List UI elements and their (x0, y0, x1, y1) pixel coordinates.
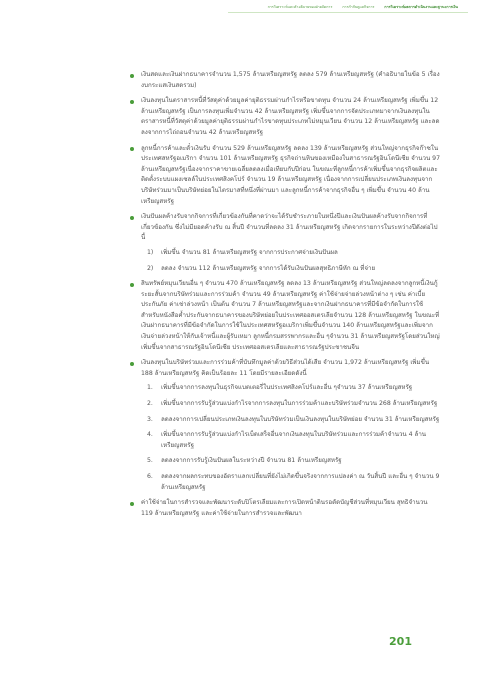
sub-list-number: 1. (147, 384, 153, 392)
sub-list (141, 383, 441, 493)
bullet-text: ลูกหนี้การค้าและตั๋วเงินรับ จำนวน 529 ล้านเหรียญสหรัฐ ลดลง 139 ล้านเหรียญสหรัฐ ส่วนใหญ่จากธุรกิจก๊าซในประเทศสหรัฐอเมริกา จำนวน 101 ล้านเหรียญสหรัฐ ธุรกิจถ่านหินของเหมืองในสาธารณรัฐอินโดนีเซีย จำนวน 97 ล้านเหรียญสหรัฐเนื่องจากราคาขายเฉลี่ยลดลงเมื่อเทียบกับปีก่อน ในขณะที่ลูกหนี้การค้าเพิ่มขึ้นจากธุรกิจผลิตและติดตั้งระบบแผงเซลล์ในประเทศสิงคโปร์ จำนวน 19 ล้านเหรียญสหรัฐ เนื่องจากการเปลี่ยนประเภทเงินลงทุนจากบริษัทร่วมมาเป็นบริษัทย่อยในไตรมาสที่หนึ่งที่ผ่านมา และลูกหนี้การค้าจากธุรกิจอื่น ๆ เพิ่มขึ้น จำนวน 40 ล้านเหรียญสหรัฐ (141, 144, 441, 205)
bullet-icon (130, 100, 134, 104)
page-header (0, 0, 480, 22)
sub-list (141, 248, 441, 274)
header-nav-item[interactable]: การกำกับดูแลกิจการ (342, 5, 375, 9)
sub-list-text: เพิ่มขึ้นจากการรับรู้ส่วนแบ่งกำไรจากการลงทุนในการร่วมค้าและบริษัทร่วมจำนวน 268 ล้านเหรียญสหรัฐ (161, 400, 438, 408)
sub-list-text: เพิ่มขึ้นจากการลงทุนในธุรกิจแบตเตอรี่ในประเทศสิงคโปร์และอื่น ๆจำนวน 37 ล้านเหรียญสหรัฐ (161, 384, 413, 392)
header-divider (228, 12, 468, 13)
bullet-icon (130, 362, 134, 366)
sub-list-item (141, 383, 441, 394)
bullet-icon (130, 74, 134, 78)
sub-list-item (141, 399, 441, 410)
bullet-item (141, 70, 441, 91)
bullet-icon (130, 502, 134, 506)
sub-list-number: 1) (147, 248, 154, 256)
bullet-text: เงินสดและเงินฝากธนาคารจำนวน 1,575 ล้านเหรียญสหรัฐ ลดลง 579 ล้านเหรียญสหรัฐ (คำอธิบายในข้อ 5 เรื่องงบกระแสเงินสดรวม) (141, 71, 440, 89)
sub-list-text: ลดลงจากผลกระทบของอัตราแลกเปลี่ยนที่ยังไม่เกิดขึ้นจริงจากการแปลงค่า ณ วันสิ้นปี และอื่น ๆ จำนวน 9 ล้านเหรียญสหรัฐ (161, 473, 440, 491)
sub-list-number: 5. (147, 457, 153, 465)
bullet-item (141, 212, 441, 274)
bullet-item (141, 96, 441, 138)
sub-list-item (141, 472, 441, 493)
document-body (141, 70, 441, 524)
bullet-item (141, 144, 441, 208)
sub-list-text: ลดลง จำนวน 112 ล้านเหรียญสหรัฐ จากการได้รับเงินปันผลสุทธิภาษีหัก ณ ที่จ่าย (161, 264, 376, 272)
sub-list-text: เพิ่มขึ้นจากการรับรู้ส่วนแบ่งกำไรเบ็ดเสร็จอื่นจากเงินลงทุนในบริษัทร่วมและการร่วมค้าจำนวน 4 ล้านเหรียญสหรัฐ (161, 431, 427, 449)
header-nav-item[interactable]: การวิเคราะห์และคำอธิบายของฝ่ายจัดการ (267, 5, 333, 9)
bullet-text: เงินลงทุนในตราสารหนี้ที่วัสดุค่าด้วยมูลค่ายุติธรรมผ่านกำไรหรือขาดทุน จำนวน 24 ล้านเหรียญสหรัฐ เพิ่มขึ้น 12 ล้านเหรียญสหรัฐ เป็นการลงทุนเพิ่มจำนวน 42 ล้านเหรียญสหรัฐ เพิ่มขึ้นจากการจัดประเภทมาจากเงินลงทุนในตราสารหนี้ที่วัสดุค่าด้วยมูลค่ายุติธรรมผ่านกำไรขาดทุนประเภทไม่หมุนเวียน จำนวน 12 ล้านเหรียญสหรัฐ และลดลงจากการไถ่ถอนจำนวน 42 ล้านเหรียญสหรัฐ (141, 97, 440, 136)
sub-list-item (141, 430, 441, 451)
sub-list-number: 3. (147, 415, 153, 423)
sub-list-text: เพิ่มขึ้น จำนวน 81 ล้านเหรียญสหรัฐ จากการประกาศจ่ายเงินปันผล (161, 248, 338, 256)
bullet-text: ค่าใช้จ่ายในการสำรวจและพัฒนาระดับปิโตรเลียมและการเปิดหน้าดินรอตัดบัญชีส่วนที่หมุนเวียน สุทธิจำนวน 119 ล้านเหรียญสหรัฐ และค่าใช้จ่ายในการสำรวจและพัฒนา (141, 499, 428, 517)
bullet-text: สินทรัพย์หมุนเวียนอื่น ๆ จำนวน 470 ล้านเหรียญสหรัฐ ลดลง 13 ล้านเหรียญสหรัฐ ส่วนใหญ่ลดลงจากลูกหนี้เงินกู้ระยะสั้นจากบริษัทร่วมและการร่วมค้า จำนวน 49 ล้านเหรียญสหรัฐ ค่าใช้จ่ายจ่ายล่วงหน้าต่าง ๆ เช่น ค่าเบี้ยประกันภัย ค่าเช่าล่วงหน้า เป็นต้น จำนวน 7 ล้านเหรียญสหรัฐและจากเงินฝากธนาคารที่มีข้อจำกัดในการใช้สำหรับหนังสือค้ำประกันจากธนาคารของบริษัทย่อยในประเทศออสเตรเลียจำนวน 128 ล้านเหรียญสหรัฐ ในขณะที่เงินฝากธนาคารที่มีข้อจำกัดในการใช้ในประเทศสหรัฐอเมริกาเพิ่มขึ้นจำนวน 140 ล้านเหรียญสหรัฐและเพิ่มจากเงินจ่ายล่วงหน้าให้กับเจ้าหนี้และผู้รับเหมา ลูกหนี้กรมสรรพากรและอื่น ๆจำนวน 31 ล้านเหรียญสหรัฐโดยส่วนใหญ่เพิ่มขึ้นจากสาธารณรัฐอินโดนีเซีย ประเทศออสเตรเลียและสาธารณรัฐประชาชนจีน (141, 280, 440, 351)
sub-list-item (141, 456, 441, 467)
sub-list-item (141, 248, 441, 259)
sub-list-text: ลดลงจากการเปลี่ยนประเภทเงินลงทุนในบริษัทร่วมเป็นเงินลงทุนในบริษัทย่อย จำนวน 31 ล้านเหรียญสหรัฐ (161, 415, 440, 423)
bullet-text: เงินปันผลค้างรับจากกิจการที่เกี่ยวข้องกันที่คาดว่าจะได้รับชำระภายในหนึ่งปีและเงินปันผลค้างรับจากกิจการที่เกี่ยวข้องกัน ซึ่งไม่มียอดค้างรับ ณ สิ้นปี จำนวนที่ลดลง 31 ล้านเหรียญสหรัฐ เกิดจากรายการในระหว่างปีดังต่อไปนี้ (141, 213, 438, 242)
bullet-item (141, 358, 441, 493)
bullet-icon (130, 216, 134, 220)
sub-list-number: 2) (147, 264, 154, 272)
bullet-icon (130, 147, 134, 151)
bullet-icon (130, 283, 134, 287)
sub-list-number: 2. (147, 400, 153, 408)
header-nav-item-active[interactable]: การวิเคราะห์ผลการดำเนินงานและฐานะการเงิน (384, 5, 458, 9)
sub-list-item (141, 264, 441, 275)
page-number: 201 (389, 635, 412, 648)
bullet-text: เงินลงทุนในบริษัทร่วมและการร่วมค้าที่บันทึกมูลค่าด้วยวิธีส่วนได้เสีย จำนวน 1,972 ล้านเหรียญสหรัฐ เพิ่มขึ้น 188 ล้านเหรียญสหรัฐ คิดเป็นร้อยละ 11 โดยมีรายละเอียดดังนี้ (141, 359, 430, 377)
sub-list-text: ลดลงจากการรับรู้เงินปันผลในระหว่างปี จำนวน 81 ล้านเหรียญสหรัฐ (161, 457, 342, 465)
sub-list-item (141, 415, 441, 426)
bullet-item (141, 279, 441, 353)
sub-list-number: 6. (147, 473, 153, 480)
bullet-item (141, 498, 441, 519)
header-nav (268, 4, 458, 10)
sub-list-number: 4. (147, 431, 153, 439)
